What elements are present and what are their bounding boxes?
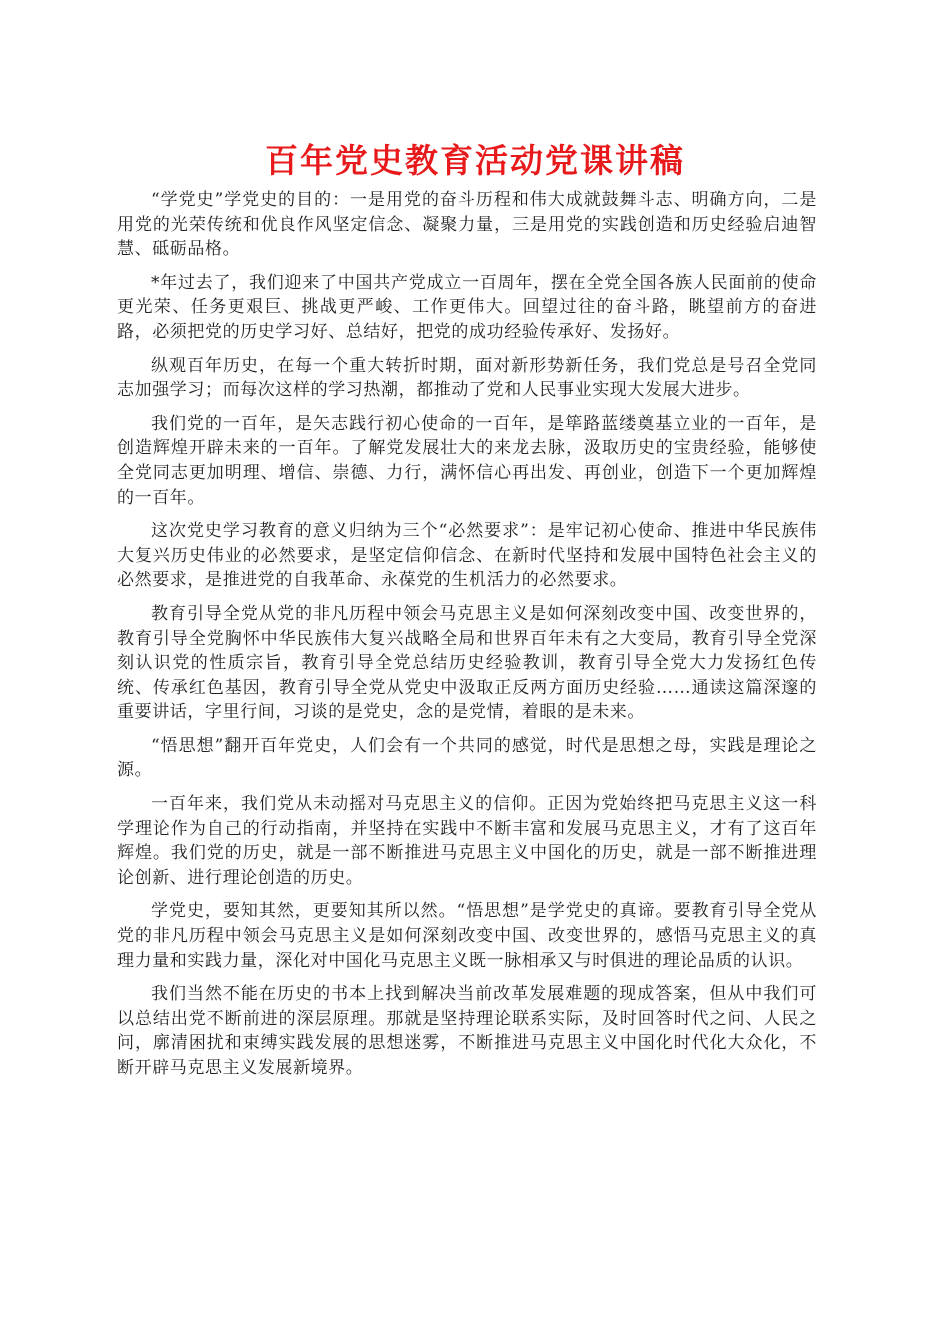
paragraph-1: “学党史”学党史的目的：一是用党的奋斗历程和伟大成就鼓舞斗志、明确方向，二是用党的光荣传统和优良作风坚定信念、凝聚力量，三是用党的实践创造和历史经验启迪智慧、砥砺品格。 — [117, 190, 817, 260]
paragraph-9: 学党史，要知其然，更要知其所以然。“悟思想”是学党史的真谛。要教育引导全党从党的非凡历程中领会马克思主义是如何深刻改变中国、改变世界的，感悟马克思主义的真理力量和实践力量，深化对中国化马克思主义既一脉相承又与时俱进的理论品质的认识。 — [117, 901, 817, 971]
paragraph-6: 教育引导全党从党的非凡历程中领会马克思主义是如何深刻改变中国、改变世界的，教育引导全党胸怀中华民族伟大复兴战略全局和世界百年未有之大变局，教育引导全党深刻认识党的性质宗旨，教育引导全党总结历史经验教训，教育引导全党大力发扬红色传统、传承红色基因，教育引导全党从党史中汲取正反两方面历史经验……通读这篇深邃的重要讲话，字里行间，习谈的是党史，念的是党情，着眼的是未来。 — [117, 603, 817, 723]
paragraph-8: 一百年来，我们党从未动摇对马克思主义的信仰。正因为党始终把马克思主义这一科学理论作为自己的行动指南，并坚持在实践中不断丰富和发展马克思主义，才有了这百年辉煌。我们党的历史，就是一部不断推进马克思主义中国化的历史，就是一部不断推进理论创新、进行理论创造的历史。 — [117, 794, 817, 888]
paragraph-2: *年过去了，我们迎来了中国共产党成立一百周年，摆在全党全国各族人民面前的使命更光荣、任务更艰巨、挑战更严峻、工作更伟大。回望过往的奋斗路，眺望前方的奋进路，必须把党的历史学习好、总结好，把党的成功经验传承好、发扬好。 — [117, 272, 817, 342]
document-title: 百年党史教育活动党课讲稿 — [265, 141, 685, 180]
paragraph-3: 纵观百年历史，在每一个重大转折时期，面对新形势新任务，我们党总是号召全党同志加强学习；而每次这样的学习热潮，都推动了党和人民事业实现大发展大进步。 — [117, 355, 817, 401]
paragraph-4: 我们党的一百年，是矢志践行初心使命的一百年，是筚路蓝缕奠基立业的一百年，是创造辉煌开辟未来的一百年。了解党发展壮大的来龙去脉，汲取历史的宝贵经验，能够使全党同志更加明理、增信、崇德、力行，满怀信心再出发、再创业，创造下一个更加辉煌的一百年。 — [117, 413, 817, 508]
paragraph-5: 这次党史学习教育的意义归纳为三个“必然要求”：是牢记初心使命、推进中华民族伟大复兴历史伟业的必然要求，是坚定信仰信念、在新时代坚持和发展中国特色社会主义的必然要求，是推进党的自我革命、永葆党的生机活力的必然要求。 — [117, 521, 817, 591]
paragraph-10: 我们当然不能在历史的书本上找到解决当前改革发展难题的现成答案，但从中我们可以总结出党不断前进的深层原理。那就是坚持理论联系实际，及时回答时代之问、人民之问，廓清困扰和束缚实践发展的思想迷雾，不断推进马克思主义中国化时代化大众化，不断开辟马克思主义发展新境界。 — [117, 984, 817, 1078]
paragraph-7: “悟思想”翻开百年党史，人们会有一个共同的感觉，时代是思想之母，实践是理论之源。 — [117, 735, 817, 781]
document-body — [117, 188, 817, 1090]
